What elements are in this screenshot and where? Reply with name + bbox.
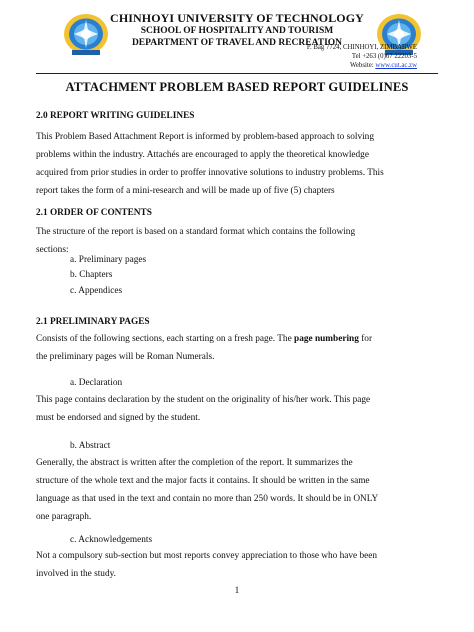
paragraph-abstract <box>36 454 438 526</box>
text-run: Consists of the following sections, each starting on a fresh page. The <box>36 334 295 344</box>
paragraph-line: Generally, the abstract is written after the completion of the report. It summarizes the <box>36 458 353 468</box>
paragraph-line: involved in the study. <box>36 569 116 579</box>
paragraph-line: structure of the whole text and the major facts it contains. It should be written in the same <box>36 476 370 486</box>
school-name: SCHOOL OF HOSPITALITY AND TOURISM <box>140 26 334 36</box>
paragraph-line: problems within the industry. Attachés are encouraged to apply the theoretical knowledge <box>36 150 369 160</box>
paragraph-line: one paragraph. <box>36 512 92 522</box>
subsection-label-acknowledgements: c. Acknowledgements <box>70 535 153 545</box>
bold-term: page numbering <box>294 334 359 344</box>
paragraph-acknowledgements <box>36 547 438 583</box>
list-item: a. Preliminary pages <box>70 255 147 265</box>
page-number: 1 <box>234 586 240 596</box>
paragraph-line: the preliminary pages will be Roman Numerals. <box>36 352 215 362</box>
section-heading-order-of-contents: 2.1 ORDER OF CONTENTS <box>36 208 152 218</box>
paragraph-line: sections: <box>36 245 69 255</box>
list-item: c. Appendices <box>70 286 123 296</box>
website-link[interactable]: www.cut.ac.zw <box>375 62 417 69</box>
paragraph-line: language as that used in the text and contain no more than 250 words. It should be in ONLY <box>36 494 379 504</box>
header-divider <box>36 73 438 74</box>
postal-address: P. Bag 7724, CHINHOYI, ZIMBABWE <box>306 44 417 51</box>
contact-block <box>307 43 417 70</box>
paragraph-line: This page contains declaration by the student on the originality of his/her work. This page <box>36 395 371 405</box>
subsection-label-abstract: b. Abstract <box>70 441 111 451</box>
section-heading-preliminary-pages: 2.1 PRELIMINARY PAGES <box>36 317 150 327</box>
paragraph-line: acquired from prior studies in order to proffer innovative solutions to industry problems. This <box>36 168 384 178</box>
website-line <box>307 61 417 70</box>
paragraph-line: The structure of the report is based on a standard format which contains the following <box>36 227 356 237</box>
paragraph-preliminary-pages <box>36 330 438 366</box>
paragraph-report-writing <box>36 128 438 200</box>
telephone: Tel +263 (0)67 22203-5 <box>351 53 417 60</box>
paragraph-line: Not a compulsory sub-section but most reports convey appreciation to those who have been <box>36 551 378 561</box>
paragraph-line: report takes the form of a mini-research and will be made up of five (5) chapters <box>36 186 335 196</box>
text-run: for <box>358 334 373 344</box>
document-title: ATTACHMENT PROBLEM BASED REPORT GUIDELINES <box>65 80 409 94</box>
subsection-label-declaration: a. Declaration <box>70 378 123 388</box>
department-name: DEPARTMENT OF TRAVEL AND RECREATION <box>131 38 343 48</box>
section-heading-report-writing: 2.0 REPORT WRITING GUIDELINES <box>36 111 195 121</box>
university-name: CHINHOYI UNIVERSITY OF TECHNOLOGY <box>110 11 364 25</box>
list-item: b. Chapters <box>70 270 113 280</box>
paragraph-declaration <box>36 391 438 427</box>
website-label: Website: <box>350 62 376 69</box>
paragraph-line: This Problem Based Attachment Report is informed by problem-based approach to solving <box>36 132 374 142</box>
paragraph-order-of-contents <box>36 223 438 259</box>
paragraph-line <box>36 330 438 348</box>
paragraph-line: must be endorsed and signed by the student. <box>36 413 201 423</box>
